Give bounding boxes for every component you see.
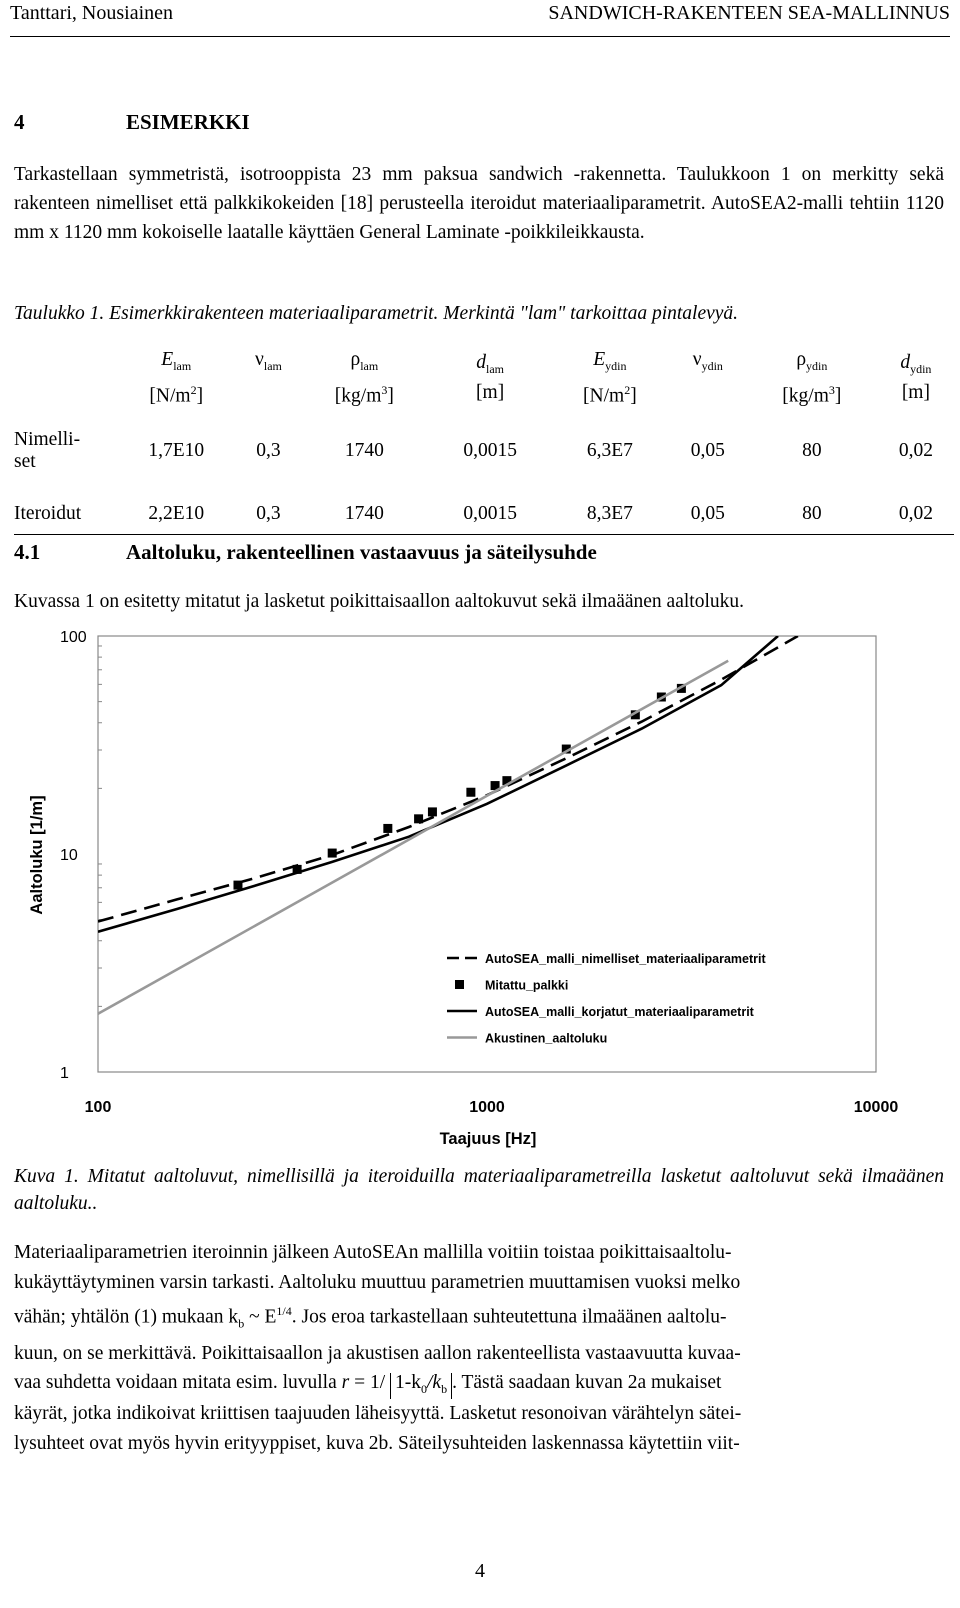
- table-cell: 0,02: [898, 440, 933, 462]
- series-line-2: [98, 636, 778, 932]
- section-heading: [14, 110, 250, 135]
- x-tick-label: 100: [84, 1099, 112, 1116]
- table-cell: 2,2E10: [114, 494, 239, 535]
- ratio-expression: $1-k_0/k_b$: [390, 1373, 452, 1399]
- header-title: SANDWICH-RAKENTEEN SEA-MALLINNUS: [548, 2, 950, 24]
- figure-intro: Kuvassa 1 on esitetty mitatut ja lasketut poikittaisaallon aaltokuvut sekä ilmaäänen aaltoluku.: [14, 591, 744, 612]
- legend-label: AutoSEA_malli_nimelliset_materiaaliparametrit: [485, 952, 766, 966]
- row-label: Iteroidut: [14, 494, 114, 535]
- running-header: [10, 0, 950, 37]
- subsection-title: Aaltoluku, rakenteellinen vastaavuus ja säteilysuhde: [126, 540, 597, 564]
- wavenumber-chart: [0, 625, 960, 1160]
- data-point-marker: [328, 849, 337, 858]
- table-cell: 1740: [298, 494, 430, 535]
- col-header: $E_{lam}$ $[N/m^2]$: [149, 349, 204, 407]
- table-cell: 8,3E7: [550, 494, 670, 535]
- section-title: ESIMERKKI: [126, 110, 250, 134]
- table-cell: 80: [746, 494, 878, 535]
- table-cell: 80: [802, 440, 822, 462]
- data-point-marker: [383, 824, 392, 833]
- legend-label: AutoSEA_malli_korjatut_materiaaliparametrit: [485, 1005, 754, 1019]
- subsection-number: 4.1: [14, 540, 41, 564]
- table-cell: 0,05: [690, 440, 725, 462]
- data-point-marker: [233, 881, 242, 890]
- header-authors: Tanttari, Nousiainen: [10, 2, 173, 24]
- subsection-heading: [14, 540, 597, 565]
- x-tick-label: 1000: [469, 1099, 505, 1116]
- page-number: 4: [475, 1560, 485, 1582]
- data-point-marker: [428, 807, 437, 816]
- table-cell: 1,7E10: [148, 440, 205, 462]
- y-tick-label: 100: [60, 629, 87, 646]
- table-cell: 6,3E7: [586, 440, 633, 462]
- table-header-row: [14, 348, 954, 408]
- y-axis-label: Aaltoluku [1/m]: [28, 795, 46, 915]
- table-cell: 0,3: [256, 440, 281, 462]
- table-cell: 0,0015: [463, 440, 517, 462]
- row-label: Nimelli- set: [14, 429, 81, 473]
- final-paragraph: Materiaaliparametrien iteroinnin jälkeen AutoSEAn mallilla voitiin toistaa poikittaisaaltolu- kukäyttäytyminen varsin tarkasti. Aaltoluku muuttuu parametrien muuttamisen vuoksi melko vähän; yhtälön (1) mukaan $k_b$ ~ $E^{1/4}$. Jos eroa tarkastellaan suhteutettuna ilmaäänen aaltolu- kuun, on se merkittävä. Poikittaisaallon ja akustisen aallon rakenteellista vastaavuutta kuvaa- vaa suhdetta voidaan mitata esim. luvulla r = 1/ $1-k_0/k_b$ . Tästä saadaan kuvan 2a mukaiset käyrät, jotka indikoivat kriittisen taajuuden läheisyyttä. Lasketut resonoivan värähtelyn sätei- lysuhteet ovat myös hyvin erityyppiset, kuva 2b. Säteilysuhteiden laskennassa käytettiin viit-: [14, 1242, 742, 1454]
- table-cell: 0,05: [670, 494, 746, 535]
- table-row: [14, 494, 954, 535]
- x-tick-label: 10000: [853, 1099, 899, 1116]
- table-cell: 1740: [344, 440, 384, 462]
- table-caption: Taulukko 1. Esimerkkirakenteen materiaaliparametrit. Merkintä "lam" tarkoittaa pintalevyä.: [14, 303, 739, 324]
- table-row: [14, 408, 954, 494]
- table-cell: 0,0015: [430, 494, 550, 535]
- data-point-marker: [466, 788, 475, 797]
- col-header: $\nu_{ydin}$: [692, 349, 723, 373]
- col-header: $d_{lam}$ [m]: [476, 352, 505, 404]
- table-cell: 0,3: [239, 494, 299, 535]
- series-line-0: [98, 636, 798, 922]
- legend-marker: [455, 980, 464, 989]
- col-header: $\rho_{lam}$ $[kg/m^3]$: [334, 349, 394, 407]
- legend-label: Akustinen_aaltoluku: [485, 1031, 608, 1046]
- col-header: $E_{ydin}$ $[N/m^2]$: [583, 349, 637, 407]
- table-cell: 0,02: [878, 494, 954, 535]
- figure-caption: Kuva 1. Mitatut aaltoluvut, nimellisillä ja iteroiduilla materiaaliparametreilla lasketut aaltoluvut sekä ilmaäänen aaltoluku..: [14, 1166, 944, 1214]
- legend-label: Mitattu_palkki: [485, 978, 569, 993]
- intro-paragraph: Tarkastellaan symmetristä, isotrooppista 23 mm paksua sandwich -rakennetta. Taulukkoon 1 on merkitty sekä rakenteen nimelliset että palkkikokeiden [18] perusteella iteroidut materiaaliparametrit. AutoSEA2-malli tehtiin 1120 mm x 1120 mm kokoiselle laatalle käyttäen General Laminate -poikkileikkausta.: [14, 164, 944, 243]
- y-tick-label: 10: [60, 847, 78, 864]
- section-number: 4: [14, 110, 25, 134]
- col-header: $\rho_{ydin}$ $[kg/m^3]$: [782, 349, 842, 407]
- material-table: [14, 348, 954, 535]
- data-point-marker: [414, 814, 423, 823]
- y-tick-label: 1: [60, 1065, 69, 1082]
- x-axis-label: Taajuus [Hz]: [439, 1130, 537, 1148]
- col-header: $\nu_{lam}$: [255, 349, 282, 373]
- col-header: $d_{ydin}$ [m]: [900, 352, 932, 404]
